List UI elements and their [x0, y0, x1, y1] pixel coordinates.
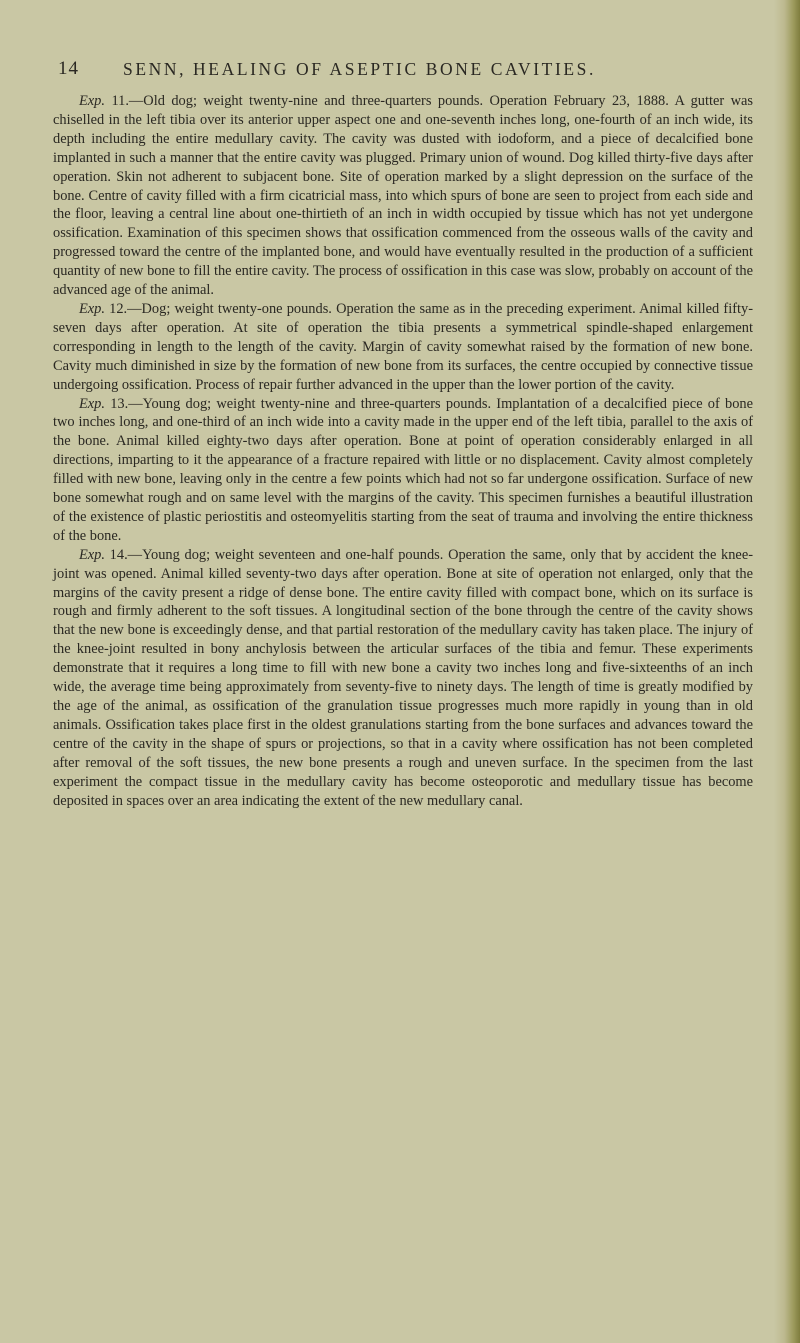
experiment-label: Exp.	[79, 546, 105, 563]
paragraph-text: 13.—Young dog; weight twenty-nine and three-quarters pounds. Implantation of a decalcified piece of bone two inches long, and one-third of an inch wide into a cavity made in the upper end of the left tibia, parallel to the axis of the bone. Animal killed eighty-two days after operation. Bone at point of operation considerably enlarged in all directions, imparting to it the appearance of a fracture repaired with little or no displacement. Cavity almost completely filled with new bone, leaving only in the centre a few points which had not so far undergone ossification. Surface of new bone somewhat rough and on same level with the margins of the cavity. This specimen furnishes a beautiful illustration of the existence of plastic periostitis and osteomyelitis starting from the seat of trauma and involving the entire thickness of the bone.	[53, 395, 753, 544]
paragraph-exp-11	[53, 92, 753, 300]
paragraph-exp-12	[53, 300, 753, 395]
paragraph-text: 14.—Young dog; weight seventeen and one-half pounds. Operation the same, only that by accident the knee-joint was opened. Animal killed seventy-two days after operation. Bone at site of operation not enlarged, only that the margins of the cavity present a ridge of dense bone. The entire cavity filled with compact bone, which on its surface is rough and firmly adherent to the soft tissues. A longitudinal section of the bone through the centre of the cavity shows that the new bone is exceedingly dense, and that partial restoration of the medullary cavity has taken place. The injury of the knee-joint resulted in bony anchylosis between the articular surfaces of the tibia and femur. These experiments demonstrate that it requires a long time to fill with new bone a cavity two inches long and five-sixteenths of an inch wide, the average time being approximately from seventy-five to ninety days. The length of time is greatly modified by the age of the animal, as ossification of the granulation tissue progresses much more rapidly in young than in old animals. Ossification takes place first in the oldest granulations starting from the bone surfaces and advances toward the centre of the cavity in the shape of spurs or projections, so that in a cavity where ossification has not been completed after removal of the soft tissues, the new bone presents a rough and uneven surface. In the specimen from the last experiment the compact tissue in the medullary cavity has become osteoporotic and medullary tissue has become deposited in spaces over an area indicating the extent of the new medullary canal.	[53, 546, 753, 809]
page-edge-shadow	[774, 0, 800, 1343]
paragraph-text: 12.—Dog; weight twenty-one pounds. Operation the same as in the preceding experiment. Animal killed fifty-seven days after operation. At site of operation the tibia presents a symmetrical spindle-shaped enlargement corresponding in length to the length of the cavity. Margin of cavity somewhat raised by the formation of new bone. Cavity much diminished in size by the formation of new bone from its surfaces, the centre occupied by connective tissue undergoing ossification. Process of repair further advanced in the upper than the lower portion of the cavity.	[53, 300, 753, 393]
paragraph-exp-13	[53, 395, 753, 546]
page-number: 14	[58, 58, 79, 79]
running-head: SENN, HEALING OF ASEPTIC BONE CAVITIES.	[123, 59, 596, 79]
paragraph-exp-14	[53, 546, 753, 811]
body-text	[53, 92, 753, 810]
experiment-label: Exp.	[79, 395, 105, 412]
page-header	[58, 58, 748, 82]
experiment-label: Exp.	[79, 93, 105, 109]
paragraph-text: 11.—Old dog; weight twenty-nine and three-quarters pounds. Operation February 23, 1888. A gutter was chiselled in the left tibia over its anterior upper aspect one and one-seventh inches long, one-fourth of an inch wide, its depth including the entire medullary cavity. The cavity was dusted with iodoform, and a piece of decalcified bone implanted in such a manner that the entire cavity was plugged. Primary union of wound. Dog killed thirty-five days after operation. Skin not adherent to subjacent bone. Site of operation marked by a slight depression on the surface of the bone. Centre of cavity filled with a firm cicatricial mass, into which spurs of bone are seen to project from each side and the floor, leaving a central line about one-thirtieth of an inch in width occupied by tissue which has not yet undergone ossification. Examination of this specimen shows that ossification commenced from the osseous walls of the cavity and progressed toward the centre of the implanted bone, and would have eventually resulted in the production of a sufficient quantity of new bone to fill the entire cavity. The process of ossification in this case was slow, probably on account of the advanced age of the animal.	[53, 93, 753, 299]
experiment-label: Exp.	[79, 300, 105, 317]
